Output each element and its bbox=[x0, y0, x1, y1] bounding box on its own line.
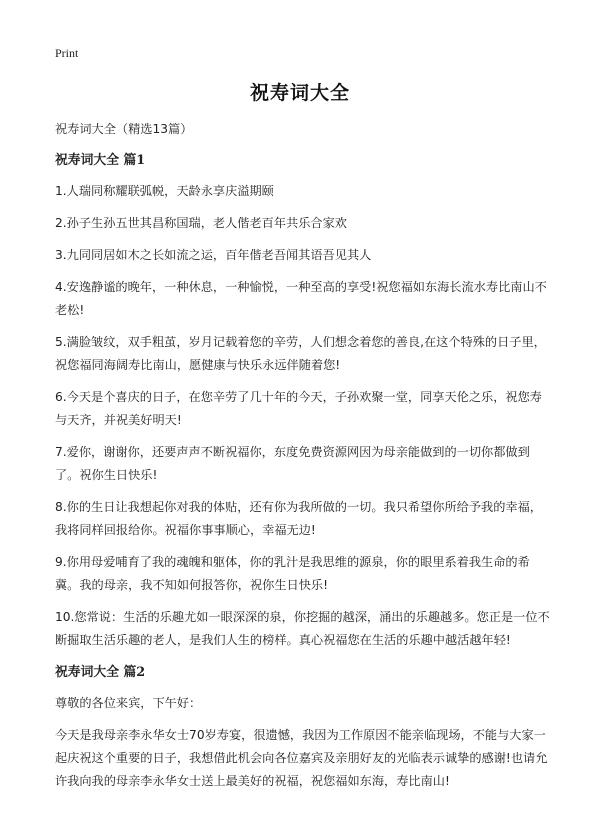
document-subtitle: 祝寿词大全（精选13篇） bbox=[55, 122, 193, 136]
list-item: 6.今天是个喜庆的日子，在您辛劳了几十年的今天，子孙欢聚一堂，同享天伦之乐，祝您寿与天齐，并祝美好明天! bbox=[55, 390, 542, 427]
list-item: 5.满脸皱纹，双手粗茧，岁月记载着您的辛劳，人们想念着您的善良,在这个特殊的日子里，祝您福同海阔寿比南山，愿健康与快乐永远伴随着您! bbox=[55, 335, 546, 372]
greeting-paragraph: 尊敬的各位来宾，下午好： bbox=[55, 696, 202, 710]
section-heading-1: 祝寿词大全 篇1 bbox=[55, 153, 146, 168]
document-body bbox=[55, 118, 553, 802]
list-item: 10.您常说：生活的乐趣尤如一眼深深的泉，你挖掘的越深，涌出的乐趣越多。您正是一位不断掘取生活乐趣的老人，是我们人生的榜样。真心祝福您在生活的乐趣中越活越年轻! bbox=[55, 610, 550, 647]
list-item: 2.孙子生孙五世其昌称国瑞，老人偕老百年共乐合家欢 bbox=[55, 216, 347, 230]
section-heading-2: 祝寿词大全 篇2 bbox=[55, 665, 146, 680]
list-item: 8.你的生日让我想起你对我的体贴，还有你为我所做的一切。我只希望你所给予我的幸福，我将同样回报给你。祝福你事事顺心，幸福无边! bbox=[55, 500, 542, 537]
list-item: 1.人瑞同称耀联弧帨，天龄永享庆溢期颐 bbox=[55, 184, 274, 198]
list-item: 4.安逸静谧的晚年，一种休息，一种愉悦，一种至高的享受!祝您福如东海长流水寿比南山不老松! bbox=[55, 280, 547, 317]
list-item: 7.爱你，谢谢你，还要声声不断祝福你，东度免费资源网因为母亲能做到的一切你都做到了。祝你生日快乐! bbox=[55, 445, 530, 482]
list-item: 9.你用母爱哺育了我的魂魄和躯体，你的乳汁是我思维的源泉，你的眼里系着我生命的希冀。我的母亲，我不知如何报答你，祝你生日快乐! bbox=[55, 555, 530, 592]
print-link[interactable]: Print bbox=[55, 46, 79, 60]
list-item: 3.九同同居如木之长如流之运，百年偕老吾闻其语吾见其人 bbox=[55, 248, 372, 262]
page-title: 祝寿词大全 bbox=[249, 82, 350, 104]
body-paragraph: 今天是我母亲李永华女士70岁寿宴，很遗憾，我因为工作原因不能亲临现场，不能与大家一起庆祝这个重要的日子，我想借此机会向各位嘉宾及亲朋好友的光临表示诚挚的感谢!也请允许我向我的母亲李永华女士送上最美好的祝福，祝您福如东海，寿比南山! bbox=[55, 728, 548, 788]
